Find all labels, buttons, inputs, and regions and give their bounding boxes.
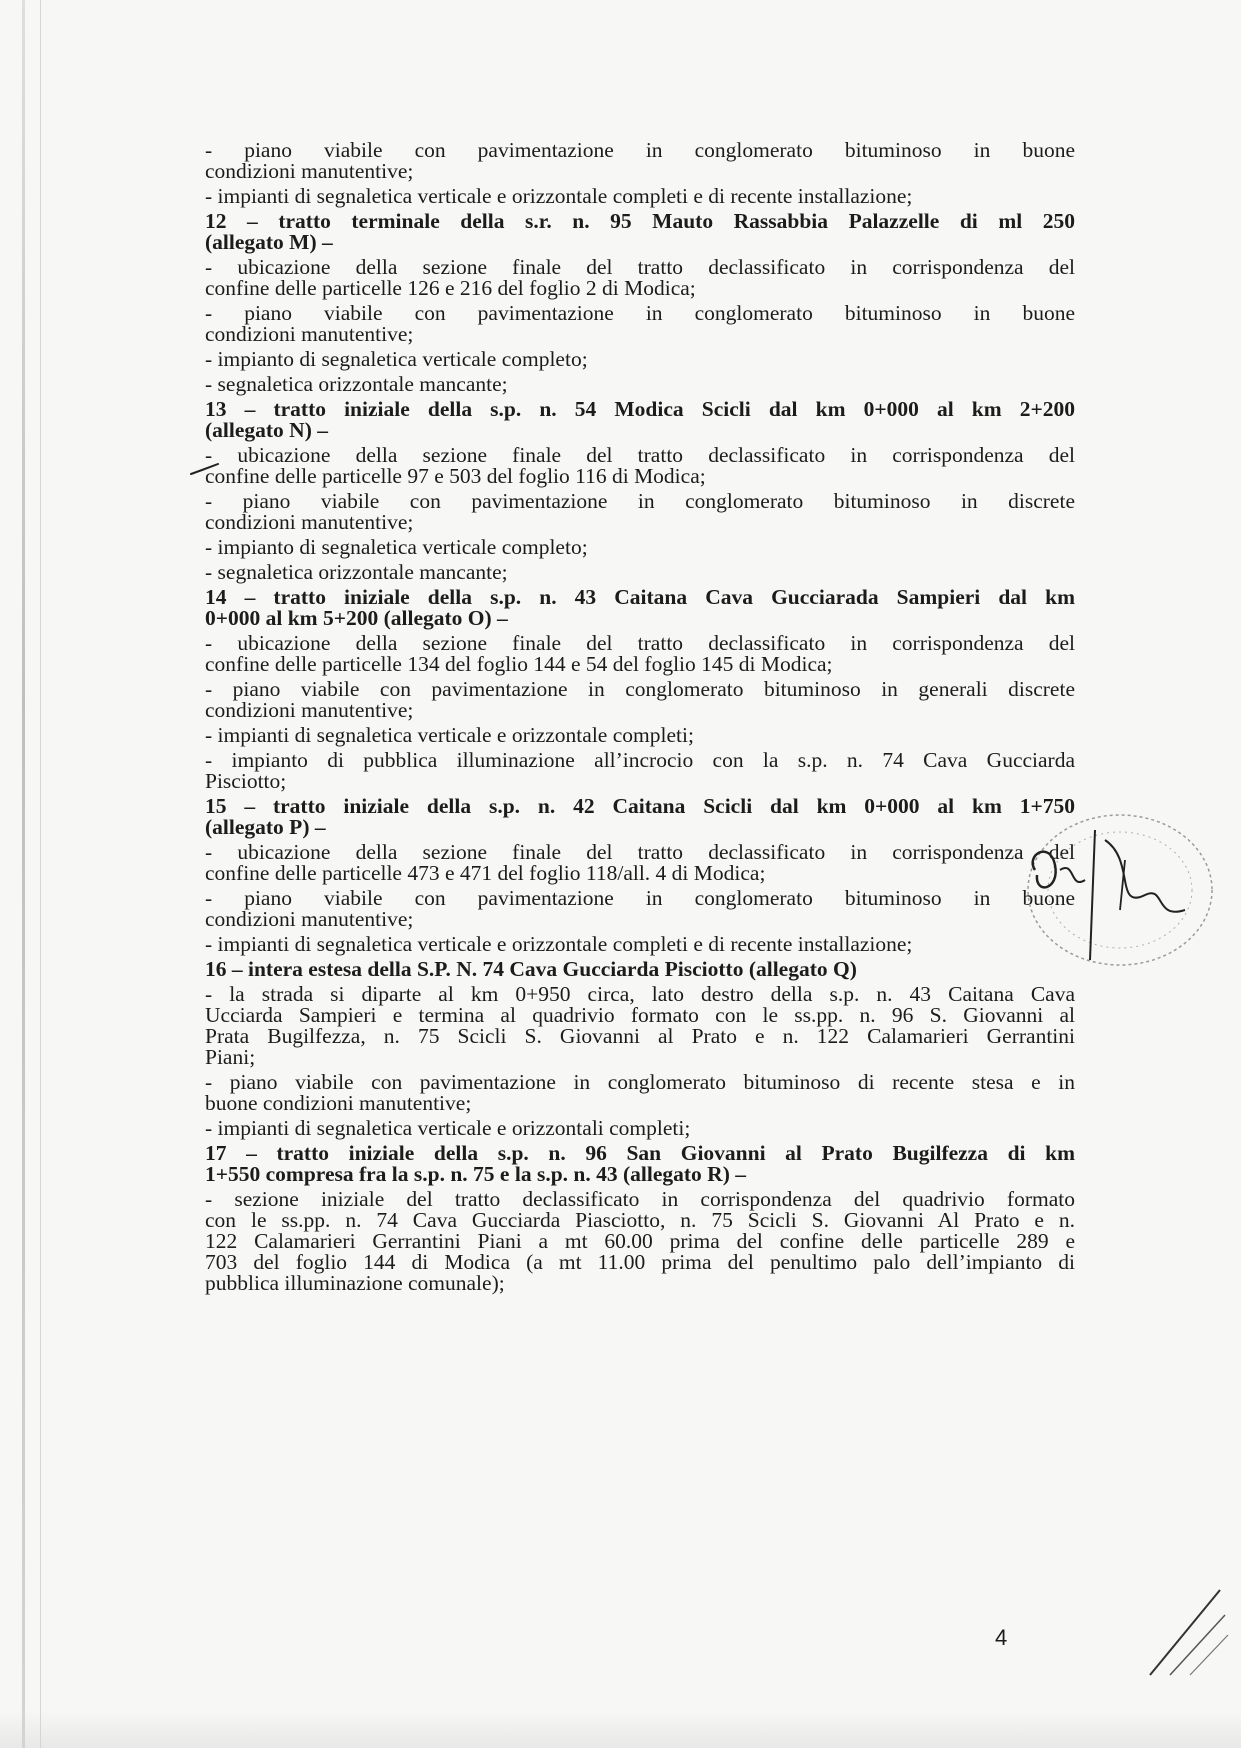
- corner-mark-icon: [1140, 1580, 1230, 1680]
- text-line: 14 – tratto iniziale della s.p. n. 43 Caitana Cava Gucciarada Sampieri dal km: [205, 585, 1075, 609]
- text-line: Pisciotto;: [205, 769, 287, 793]
- text-line: condizioni manutentive;: [205, 322, 414, 346]
- section-heading: [205, 211, 1075, 253]
- list-item: [205, 349, 1075, 370]
- list-item: [205, 1072, 1075, 1114]
- list-item: [205, 445, 1075, 487]
- text-line: condizioni manutentive;: [205, 159, 414, 183]
- text-line: condizioni manutentive;: [205, 907, 414, 931]
- text-line: - impianto di segnaletica verticale completo;: [205, 347, 588, 371]
- margin-check-mark-icon: [190, 462, 220, 478]
- text-line: Ucciarda Sampieri e termina al quadrivio formato con le ss.pp. n. 96 S. Giovanni al: [205, 1003, 1075, 1027]
- text-line: 12 – tratto terminale della s.r. n. 95 Mauto Rassabbia Palazzelle di ml 250: [205, 209, 1075, 233]
- section-heading: [205, 399, 1075, 441]
- text-line: (allegato P) –: [205, 815, 326, 839]
- section-heading: [205, 587, 1075, 629]
- text-line: 703 del foglio 144 di Modica (a mt 11.00 prima del penultimo palo dell’impianto di: [205, 1250, 1075, 1274]
- text-line: - piano viabile con pavimentazione in conglomerato bituminoso in buone: [205, 301, 1075, 325]
- text-line: condizioni manutentive;: [205, 698, 414, 722]
- list-item: [205, 1189, 1075, 1294]
- list-item: [205, 984, 1075, 1068]
- text-line: (allegato N) –: [205, 418, 328, 442]
- list-item: [205, 562, 1075, 583]
- text-line: confine delle particelle 134 del foglio 144 e 54 del foglio 145 di Modica;: [205, 652, 833, 676]
- text-line: - piano viabile con pavimentazione in conglomerato bituminoso di recente stesa e in: [205, 1070, 1075, 1094]
- text-line: 15 – tratto iniziale della s.p. n. 42 Caitana Scicli dal km 0+000 al km 1+750: [205, 794, 1075, 818]
- text-line: - impianto di pubblica illuminazione all’incrocio con la s.p. n. 74 Cava Gucciarda: [205, 748, 1075, 772]
- text-line: - ubicazione della sezione finale del tratto declassificato in corrispondenza del: [205, 840, 1075, 864]
- list-item: [205, 374, 1075, 395]
- text-line: - sezione iniziale del tratto declassificato in corrispondenza del quadrivio formato: [205, 1187, 1075, 1211]
- document-body: [205, 140, 1075, 1298]
- text-line: 0+000 al km 5+200 (allegato O) –: [205, 606, 508, 630]
- text-line: 17 – tratto iniziale della s.p. n. 96 San Giovanni al Prato Bugilfezza di km: [205, 1141, 1075, 1165]
- section-heading: [205, 1143, 1075, 1185]
- text-line: confine delle particelle 97 e 503 del foglio 116 di Modica;: [205, 464, 706, 488]
- text-line: confine delle particelle 126 e 216 del foglio 2 di Modica;: [205, 276, 696, 300]
- text-line: - impianto di segnaletica verticale completo;: [205, 535, 588, 559]
- text-line: confine delle particelle 473 e 471 del foglio 118/all. 4 di Modica;: [205, 861, 766, 885]
- text-line: - la strada si diparte al km 0+950 circa, lato destro della s.p. n. 43 Caitana Cava: [205, 982, 1075, 1006]
- list-item: [205, 491, 1075, 533]
- text-line: - impianti di segnaletica verticale e orizzontale completi e di recente installazione;: [205, 932, 913, 956]
- list-item: [205, 934, 1075, 955]
- list-item: [205, 1118, 1075, 1139]
- text-line: condizioni manutentive;: [205, 510, 414, 534]
- list-item: [205, 725, 1075, 746]
- list-item: [205, 750, 1075, 792]
- text-line: - ubicazione della sezione finale del tratto declassificato in corrispondenza del: [205, 631, 1075, 655]
- text-line: - piano viabile con pavimentazione in conglomerato bituminoso in generali discrete: [205, 677, 1075, 701]
- list-item: [205, 537, 1075, 558]
- text-line: - impianti di segnaletica verticale e orizzontali completi;: [205, 1116, 691, 1140]
- scan-edge: [22, 0, 25, 1748]
- list-item: [205, 257, 1075, 299]
- text-line: - segnaletica orizzontale mancante;: [205, 372, 508, 396]
- scan-bottom-edge: [0, 1710, 1241, 1748]
- list-item: [205, 888, 1075, 930]
- text-line: - piano viabile con pavimentazione in conglomerato bituminoso in buone: [205, 886, 1075, 910]
- text-line: Prata Bugilfezza, n. 75 Scicli S. Giovanni al Prato e n. 122 Calamarieri Gerrantini: [205, 1024, 1075, 1048]
- text-line: 16 – intera estesa della S.P. N. 74 Cava Gucciarda Pisciotto (allegato Q): [205, 957, 857, 981]
- text-line: - impianti di segnaletica verticale e orizzontale completi;: [205, 723, 694, 747]
- text-line: buone condizioni manutentive;: [205, 1091, 472, 1115]
- text-line: pubblica illuminazione comunale);: [205, 1271, 505, 1295]
- text-line: - piano viabile con pavimentazione in conglomerato bituminoso in discrete: [205, 489, 1075, 513]
- text-line: - ubicazione della sezione finale del tratto declassificato in corrispondenza del: [205, 443, 1075, 467]
- list-item: [205, 679, 1075, 721]
- official-stamp-signature-icon: [1015, 800, 1225, 980]
- list-item: [205, 186, 1075, 207]
- text-line: - ubicazione della sezione finale del tratto declassificato in corrispondenza del: [205, 255, 1075, 279]
- text-line: Piani;: [205, 1045, 256, 1069]
- page-number: 4: [995, 1625, 1008, 1650]
- list-item: [205, 303, 1075, 345]
- text-line: 122 Calamarieri Gerrantini Piani a mt 60.00 prima del confine delle particelle 289 e: [205, 1229, 1075, 1253]
- list-item: [205, 842, 1075, 884]
- text-line: - segnaletica orizzontale mancante;: [205, 560, 508, 584]
- text-line: 13 – tratto iniziale della s.p. n. 54 Modica Scicli dal km 0+000 al km 2+200: [205, 397, 1075, 421]
- section-heading: [205, 959, 1075, 980]
- text-line: (allegato M) –: [205, 230, 333, 254]
- text-line: 1+550 compresa fra la s.p. n. 75 e la s.p. n. 43 (allegato R) –: [205, 1162, 746, 1186]
- list-item: [205, 633, 1075, 675]
- scan-edge-inner: [40, 0, 41, 1748]
- text-line: - piano viabile con pavimentazione in conglomerato bituminoso in buone: [205, 138, 1075, 162]
- text-line: con le ss.pp. n. 74 Cava Gucciarda Piasciotto, n. 75 Scicli S. Giovanni Al Prato e n.: [205, 1208, 1075, 1232]
- list-item: [205, 140, 1075, 182]
- text-line: - impianti di segnaletica verticale e orizzontale completi e di recente installazione;: [205, 184, 913, 208]
- section-heading: [205, 796, 1075, 838]
